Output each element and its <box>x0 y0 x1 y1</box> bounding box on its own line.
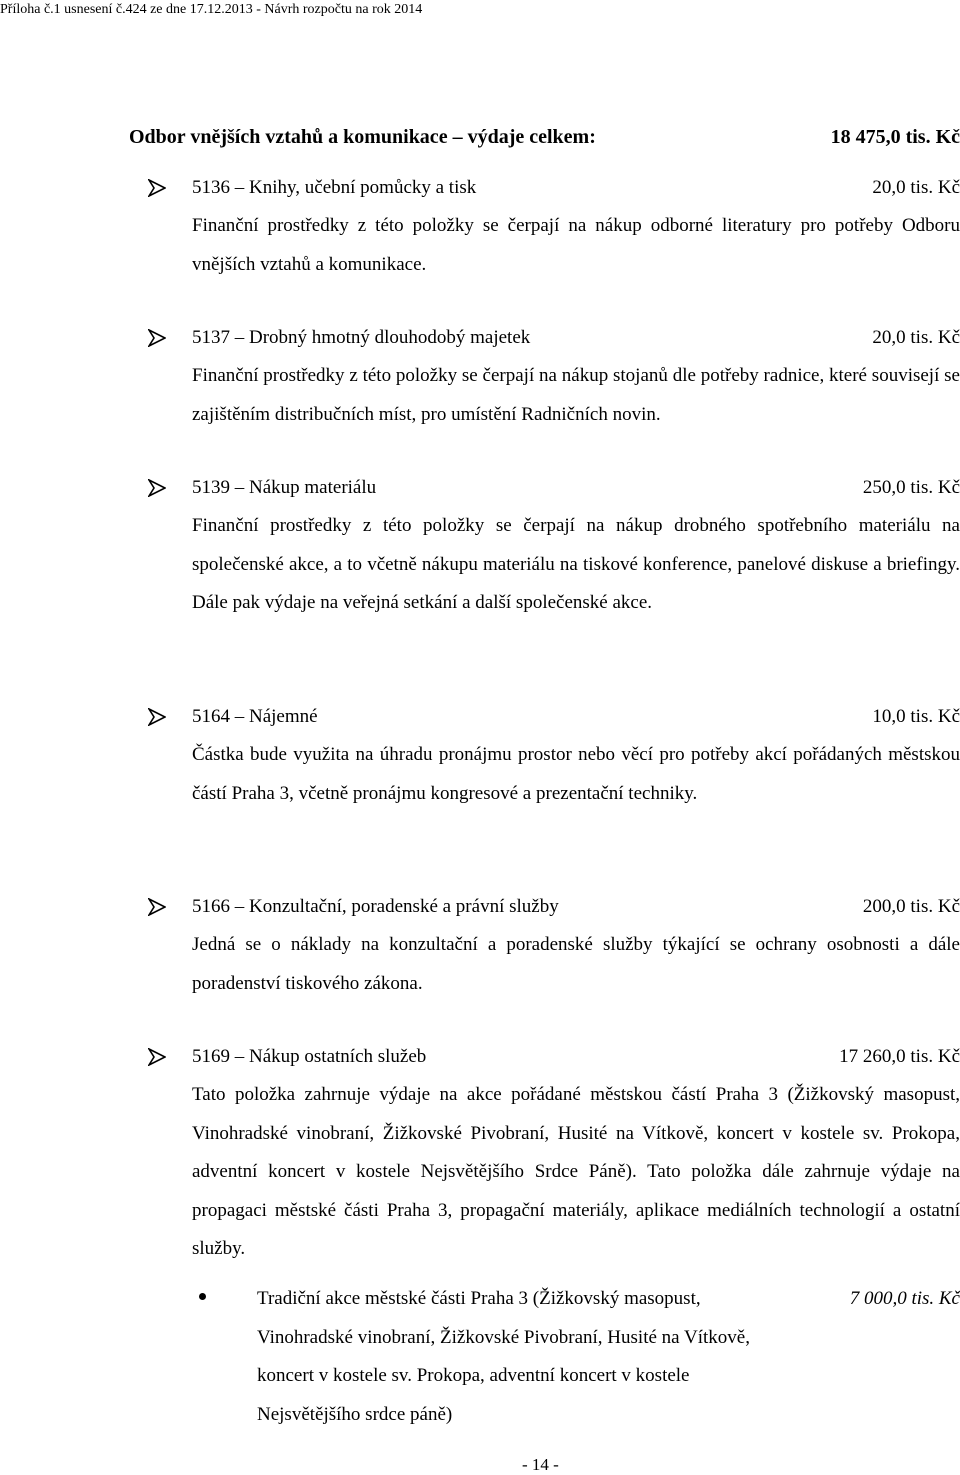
item-amount: 20,0 tis. Kč <box>872 177 960 198</box>
item-description: Tato položka zahrnuje výdaje na akce pořádané městskou částí Praha 3 (Žižkovský masopust, Vinohradské vinobraní, Žižkovské Pivobraní, Husité na Vítkově, koncert v kostele sv. Prokopa, adventní koncert v kostele Nejsvětějšího Srdce Páně). Tato položka dále zahrnuje výdaje na propagaci městské části Praha 3, propagační materiály, aplikace mediálních technologií a ostatní služby. <box>192 1084 960 1259</box>
item-code-name: 5164 – Nájemné <box>192 706 318 727</box>
budget-item-5136 <box>148 171 960 284</box>
item-amount: 250,0 tis. Kč <box>862 477 960 498</box>
item-amount: 17 260,0 tis. Kč <box>839 1046 960 1067</box>
item-code-name: 5169 – Nákup ostatních služeb <box>192 1046 427 1067</box>
arrow-bullet-icon <box>148 708 166 726</box>
budget-item-5137 <box>148 321 960 434</box>
item-amount: 20,0 tis. Kč <box>872 327 960 348</box>
item-code-name: 5139 – Nákup materiálu <box>192 477 377 498</box>
item-code-name: 5166 – Konzultační, poradenské a právní služby <box>192 896 559 917</box>
arrow-bullet-icon <box>148 1048 166 1066</box>
arrow-bullet-icon <box>148 179 166 197</box>
item-code-name: 5137 – Drobný hmotný dlouhodobý majetek <box>192 327 531 348</box>
budget-item-5164 <box>148 700 960 813</box>
item-description: Jedná se o náklady na konzultační a poradenské služby týkající se ochrany osobnosti a dále poradenství tiskového zákona. <box>192 934 960 994</box>
item-code-name: 5136 – Knihy, učební pomůcky a tisk <box>192 177 477 198</box>
item-description: Finanční prostředky z této položky se čerpají na nákup stojanů dle potřeby radnice, které souvisejí se zajištěním distribučních míst, pro umístění Radničních novin. <box>192 365 960 425</box>
arrow-bullet-icon <box>148 329 166 347</box>
page-number: - 14 - <box>522 1455 559 1474</box>
arrow-bullet-icon <box>148 479 166 497</box>
heading-title: Odbor vnějších vztahů a komunikace – výdaje celkem: <box>129 126 596 148</box>
budget-item-5166 <box>148 890 960 1003</box>
bullet-dot-icon <box>199 1293 206 1300</box>
budget-item-5169 <box>148 1040 960 1269</box>
sub-item-amount: 7 000,0 tis. Kč <box>849 1288 960 1309</box>
item-description: Finanční prostředky z této položky se čerpají na nákup odborné literatury pro potřeby Odboru vnějších vztahů a komunikace. <box>192 215 960 275</box>
budget-item-5139 <box>148 471 960 623</box>
heading-total-amount: 18 475,0 tis. Kč <box>830 126 960 148</box>
section-heading <box>129 124 960 150</box>
item-amount: 200,0 tis. Kč <box>862 896 960 917</box>
arrow-bullet-icon <box>148 898 166 916</box>
item-description: Částka bude využita na úhradu pronájmu prostor nebo věcí pro potřeby akcí pořádaných městskou částí Praha 3, včetně pronájmu kongresové a prezentační techniky. <box>192 744 960 804</box>
document-header: Příloha č.1 usnesení č.424 ze dne 17.12.2013 - Návrh rozpočtu na rok 2014 <box>0 2 423 17</box>
sub-item-text: Tradiční akce městské části Praha 3 (Žižkovský masopust, Vinohradské vinobraní, Žižkovské Pivobraní, Husité na Vítkově, koncert v kostele sv. Prokopa, adventní koncert v kostele Nejsvětějšího srdce páně) <box>257 1288 750 1425</box>
item-amount: 10,0 tis. Kč <box>872 706 960 727</box>
item-description: Finanční prostředky z této položky se čerpají na nákup drobného spotřebního materiálu na společenské akce, a to včetně nákupu materiálu na tiskové konference, panelové diskuse a briefingy. Dále pak výdaje na veřejná setkání a další společenské akce. <box>192 515 960 613</box>
